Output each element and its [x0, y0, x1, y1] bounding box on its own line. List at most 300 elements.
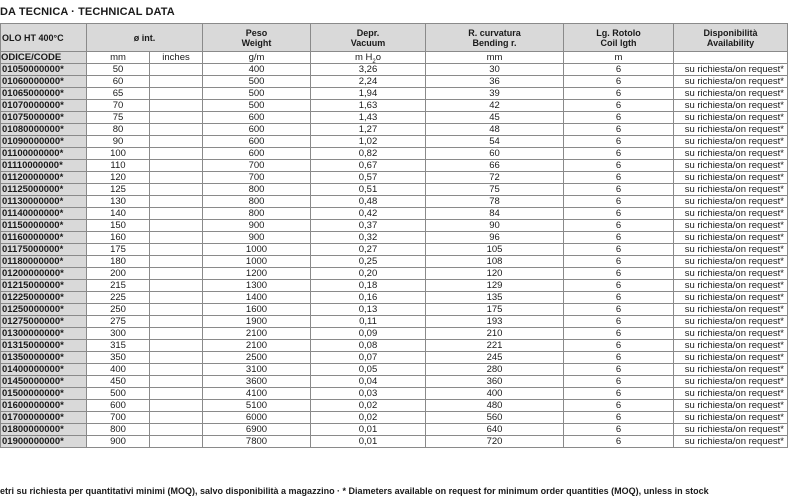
diameter-mm-cell: 500	[87, 388, 150, 400]
diameter-inches-cell	[150, 112, 203, 124]
diameter-mm-cell: 65	[87, 88, 150, 100]
weight-cell: 400	[203, 64, 311, 76]
weight-cell: 800	[203, 184, 311, 196]
diameter-mm-cell: 130	[87, 196, 150, 208]
table-row	[1, 292, 788, 304]
diameter-inches-cell	[150, 100, 203, 112]
bending-radius-cell: 175	[426, 304, 564, 316]
coil-length-cell: 6	[564, 268, 674, 280]
bending-radius-cell: 560	[426, 412, 564, 424]
coil-length-cell: 6	[564, 280, 674, 292]
table-row	[1, 376, 788, 388]
unit-weight: g/m	[203, 52, 311, 64]
table-row	[1, 352, 788, 364]
availability-cell: su richiesta/on request*	[674, 244, 788, 256]
coil-length-cell: 6	[564, 88, 674, 100]
header-row	[1, 24, 788, 52]
coil-length-cell: 6	[564, 160, 674, 172]
code-cell: 01130000000*	[1, 196, 87, 208]
code-cell: 01140000000*	[1, 208, 87, 220]
table-row	[1, 364, 788, 376]
diameter-mm-cell: 450	[87, 376, 150, 388]
bending-radius-cell: 84	[426, 208, 564, 220]
availability-cell: su richiesta/on request*	[674, 352, 788, 364]
code-cell: 01180000000*	[1, 256, 87, 268]
bending-radius-cell: 360	[426, 376, 564, 388]
table-row	[1, 400, 788, 412]
diameter-mm-cell: 180	[87, 256, 150, 268]
bending-radius-cell: 60	[426, 148, 564, 160]
vacuum-cell: 0,08	[311, 340, 426, 352]
coil-length-cell: 6	[564, 220, 674, 232]
table-row	[1, 112, 788, 124]
vacuum-cell: 0,25	[311, 256, 426, 268]
diameter-mm-cell: 400	[87, 364, 150, 376]
table-row	[1, 76, 788, 88]
diameter-inches-cell	[150, 244, 203, 256]
bending-radius-cell: 54	[426, 136, 564, 148]
availability-cell: su richiesta/on request*	[674, 196, 788, 208]
availability-cell: su richiesta/on request*	[674, 364, 788, 376]
coil-length-cell: 6	[564, 208, 674, 220]
availability-cell: su richiesta/on request*	[674, 88, 788, 100]
coil-length-cell: 6	[564, 76, 674, 88]
diameter-inches-cell	[150, 196, 203, 208]
diameter-mm-cell: 150	[87, 220, 150, 232]
bending-radius-cell: 96	[426, 232, 564, 244]
vacuum-cell: 3,26	[311, 64, 426, 76]
diameter-inches-cell	[150, 172, 203, 184]
code-cell: 01450000000*	[1, 376, 87, 388]
weight-cell: 3600	[203, 376, 311, 388]
diameter-inches-cell	[150, 388, 203, 400]
vacuum-cell: 0,16	[311, 292, 426, 304]
coil-length-cell: 6	[564, 328, 674, 340]
coil-length-cell: 6	[564, 112, 674, 124]
weight-cell: 900	[203, 220, 311, 232]
availability-cell: su richiesta/on request*	[674, 304, 788, 316]
bending-radius-cell: 90	[426, 220, 564, 232]
table-row	[1, 304, 788, 316]
weight-cell: 700	[203, 172, 311, 184]
diameter-inches-cell	[150, 160, 203, 172]
code-cell: 01275000000*	[1, 316, 87, 328]
vacuum-cell: 0,01	[311, 436, 426, 448]
table-row	[1, 268, 788, 280]
diameter-inches-cell	[150, 256, 203, 268]
code-cell: 01300000000*	[1, 328, 87, 340]
weight-cell: 500	[203, 100, 311, 112]
code-cell: 01125000000*	[1, 184, 87, 196]
diameter-inches-cell	[150, 208, 203, 220]
availability-cell: su richiesta/on request*	[674, 424, 788, 436]
vacuum-cell: 0,48	[311, 196, 426, 208]
availability-cell: su richiesta/on request*	[674, 136, 788, 148]
bending-radius-cell: 480	[426, 400, 564, 412]
code-cell: 01100000000*	[1, 148, 87, 160]
code-cell: 01315000000*	[1, 340, 87, 352]
code-cell: 01215000000*	[1, 280, 87, 292]
code-cell: 01700000000*	[1, 412, 87, 424]
table-row	[1, 160, 788, 172]
weight-cell: 1200	[203, 268, 311, 280]
diameter-mm-cell: 60	[87, 76, 150, 88]
availability-cell: su richiesta/on request*	[674, 148, 788, 160]
code-header: ODICE/CODE	[1, 52, 87, 64]
bending-radius-cell: 120	[426, 268, 564, 280]
availability-cell: su richiesta/on request*	[674, 316, 788, 328]
diameter-inches-cell	[150, 412, 203, 424]
vacuum-cell: 0,02	[311, 400, 426, 412]
vacuum-cell: 0,42	[311, 208, 426, 220]
bending-radius-cell: 36	[426, 76, 564, 88]
table-row	[1, 172, 788, 184]
weight-cell: 1600	[203, 304, 311, 316]
weight-cell: 6000	[203, 412, 311, 424]
vacuum-cell: 0,03	[311, 388, 426, 400]
bending-radius-cell: 193	[426, 316, 564, 328]
diameter-inches-cell	[150, 328, 203, 340]
bending-radius-cell: 210	[426, 328, 564, 340]
coil-length-cell: 6	[564, 412, 674, 424]
diameter-mm-cell: 120	[87, 172, 150, 184]
weight-cell: 600	[203, 136, 311, 148]
unit-bending: mm	[426, 52, 564, 64]
vacuum-cell: 0,01	[311, 424, 426, 436]
diameter-inches-cell	[150, 400, 203, 412]
diameter-mm-cell: 215	[87, 280, 150, 292]
weight-cell: 1000	[203, 244, 311, 256]
vacuum-cell: 1,02	[311, 136, 426, 148]
vacuum-cell: 0,13	[311, 304, 426, 316]
availability-cell: su richiesta/on request*	[674, 64, 788, 76]
diameter-inches-cell	[150, 304, 203, 316]
diameter-inches-cell	[150, 268, 203, 280]
weight-cell: 600	[203, 148, 311, 160]
code-cell: 01600000000*	[1, 400, 87, 412]
diameter-inches-cell	[150, 148, 203, 160]
availability-cell: su richiesta/on request*	[674, 436, 788, 448]
weight-cell: 1900	[203, 316, 311, 328]
diameter-inches-cell	[150, 424, 203, 436]
code-cell: 01080000000*	[1, 124, 87, 136]
bending-radius-cell: 640	[426, 424, 564, 436]
coil-length-cell: 6	[564, 184, 674, 196]
code-cell: 01500000000*	[1, 388, 87, 400]
availability-cell: su richiesta/on request*	[674, 292, 788, 304]
product-header: OLO HT 400°C	[1, 24, 87, 52]
weight-cell: 2500	[203, 352, 311, 364]
availability-cell: su richiesta/on request*	[674, 232, 788, 244]
table-row	[1, 64, 788, 76]
weight-cell: 800	[203, 208, 311, 220]
weight-cell: 7800	[203, 436, 311, 448]
vacuum-cell: 0,09	[311, 328, 426, 340]
coil-length-cell: 6	[564, 136, 674, 148]
diameter-inches-cell	[150, 316, 203, 328]
diameter-mm-cell: 140	[87, 208, 150, 220]
coil-length-cell: 6	[564, 148, 674, 160]
diameter-inches-cell	[150, 76, 203, 88]
code-cell: 01250000000*	[1, 304, 87, 316]
table-row	[1, 88, 788, 100]
vacuum-cell: 0,32	[311, 232, 426, 244]
table-row	[1, 196, 788, 208]
vacuum-cell: 0,57	[311, 172, 426, 184]
availability-cell: su richiesta/on request*	[674, 76, 788, 88]
vacuum-cell: 0,67	[311, 160, 426, 172]
weight-cell: 3100	[203, 364, 311, 376]
availability-cell: su richiesta/on request*	[674, 400, 788, 412]
code-cell: 01060000000*	[1, 76, 87, 88]
vacuum-cell: 0,04	[311, 376, 426, 388]
diameter-inches-cell	[150, 184, 203, 196]
bending-radius-cell: 75	[426, 184, 564, 196]
bending-radius-cell: 78	[426, 196, 564, 208]
bending-radius-cell: 42	[426, 100, 564, 112]
availability-cell: su richiesta/on request*	[674, 184, 788, 196]
code-cell: 01075000000*	[1, 112, 87, 124]
diameter-mm-cell: 315	[87, 340, 150, 352]
weight-cell: 1000	[203, 256, 311, 268]
availability-cell: su richiesta/on request*	[674, 100, 788, 112]
availability-cell: su richiesta/on request*	[674, 160, 788, 172]
vacuum-cell: 1,63	[311, 100, 426, 112]
code-cell: 01900000000*	[1, 436, 87, 448]
weight-cell: 800	[203, 196, 311, 208]
bending-radius-cell: 720	[426, 436, 564, 448]
diameter-inches-cell	[150, 376, 203, 388]
coil-length-cell: 6	[564, 424, 674, 436]
coil-length-cell: 6	[564, 64, 674, 76]
vacuum-cell: 0,37	[311, 220, 426, 232]
vacuum-cell: 2,24	[311, 76, 426, 88]
table-body	[1, 64, 788, 448]
code-cell: 01070000000*	[1, 100, 87, 112]
diameter-mm-cell: 275	[87, 316, 150, 328]
vacuum-cell: 0,02	[311, 412, 426, 424]
footnote: etri su richiesta per quantitativi minimi (MOQ), salvo disponibilità a magazzino · * Diameters available on request for minimum order quantities (MOQ), unless in stock	[0, 486, 709, 496]
bending-radius-cell: 135	[426, 292, 564, 304]
diameter-mm-cell: 225	[87, 292, 150, 304]
vacuum-cell: 1,94	[311, 88, 426, 100]
table-row	[1, 208, 788, 220]
diameter-mm-cell: 600	[87, 400, 150, 412]
availability-cell: su richiesta/on request*	[674, 208, 788, 220]
diameter-mm-cell: 200	[87, 268, 150, 280]
vacuum-cell: 0,18	[311, 280, 426, 292]
bending-radius-cell: 108	[426, 256, 564, 268]
coil-length-cell: 6	[564, 340, 674, 352]
code-cell: 01200000000*	[1, 268, 87, 280]
diameter-inches-cell	[150, 352, 203, 364]
availability-cell: su richiesta/on request*	[674, 112, 788, 124]
weight-cell: 4100	[203, 388, 311, 400]
diameter-mm-cell: 800	[87, 424, 150, 436]
diameter-mm-cell: 110	[87, 160, 150, 172]
diameter-mm-cell: 175	[87, 244, 150, 256]
coil-length-cell: 6	[564, 244, 674, 256]
coil-length-cell: 6	[564, 436, 674, 448]
unit-vacuum: m $H_2o$	[311, 52, 426, 64]
table-row	[1, 412, 788, 424]
diameter-mm-cell: 900	[87, 436, 150, 448]
vacuum-cell: 0,11	[311, 316, 426, 328]
bending-radius-cell: 400	[426, 388, 564, 400]
coil-length-cell: 6	[564, 364, 674, 376]
diameter-inches-cell	[150, 292, 203, 304]
coil-length-cell: 6	[564, 100, 674, 112]
code-cell: 01175000000*	[1, 244, 87, 256]
availability-cell: su richiesta/on request*	[674, 340, 788, 352]
vacuum-cell: 0,05	[311, 364, 426, 376]
weight-cell: 5100	[203, 400, 311, 412]
table-row	[1, 424, 788, 436]
diameter-mm-cell: 75	[87, 112, 150, 124]
diameter-mm-cell: 160	[87, 232, 150, 244]
coil-length-cell: 6	[564, 232, 674, 244]
unit-coil: m	[564, 52, 674, 64]
coil-length-cell: 6	[564, 400, 674, 412]
availability-cell: su richiesta/on request*	[674, 256, 788, 268]
availability-cell: su richiesta/on request*	[674, 268, 788, 280]
vacuum-cell: 0,27	[311, 244, 426, 256]
availability-cell: su richiesta/on request*	[674, 280, 788, 292]
diameter-inches-cell	[150, 280, 203, 292]
weight-cell: 1400	[203, 292, 311, 304]
code-cell: 01110000000*	[1, 160, 87, 172]
diameter-mm-cell: 300	[87, 328, 150, 340]
coil-length-cell: 6	[564, 388, 674, 400]
coil-length-header: Lg. Rotolo Coil lgth	[564, 24, 674, 52]
bending-radius-cell: 39	[426, 88, 564, 100]
weight-cell: 600	[203, 112, 311, 124]
availability-cell: su richiesta/on request*	[674, 172, 788, 184]
table-row	[1, 184, 788, 196]
coil-length-cell: 6	[564, 256, 674, 268]
diameter-mm-cell: 50	[87, 64, 150, 76]
weight-cell: 500	[203, 76, 311, 88]
bending-radius-cell: 48	[426, 124, 564, 136]
diameter-inches-cell	[150, 220, 203, 232]
table-row	[1, 148, 788, 160]
diameter-inches-cell	[150, 364, 203, 376]
availability-cell: su richiesta/on request*	[674, 328, 788, 340]
vacuum-cell: 0,20	[311, 268, 426, 280]
coil-length-cell: 6	[564, 124, 674, 136]
table-row	[1, 256, 788, 268]
vacuum-header: Depr. Vacuum	[311, 24, 426, 52]
bending-radius-cell: 72	[426, 172, 564, 184]
table-row	[1, 388, 788, 400]
availability-cell: su richiesta/on request*	[674, 388, 788, 400]
vacuum-cell: 0,82	[311, 148, 426, 160]
coil-length-cell: 6	[564, 292, 674, 304]
bending-radius-cell: 221	[426, 340, 564, 352]
coil-length-cell: 6	[564, 376, 674, 388]
diameter-mm-cell: 70	[87, 100, 150, 112]
bending-radius-cell: 66	[426, 160, 564, 172]
availability-cell: su richiesta/on request*	[674, 124, 788, 136]
vacuum-cell: 0,07	[311, 352, 426, 364]
units-row	[1, 52, 788, 64]
code-cell: 01090000000*	[1, 136, 87, 148]
unit-availability	[674, 52, 788, 64]
page-title: DA TECNICA · TECHNICAL DATA	[0, 6, 175, 18]
code-cell: 01350000000*	[1, 352, 87, 364]
weight-cell: 2100	[203, 328, 311, 340]
diameter-mm-cell: 80	[87, 124, 150, 136]
bending-radius-cell: 280	[426, 364, 564, 376]
code-cell: 01150000000*	[1, 220, 87, 232]
table-row	[1, 328, 788, 340]
coil-length-cell: 6	[564, 316, 674, 328]
diameter-inches-cell	[150, 436, 203, 448]
unit-mm: mm	[87, 52, 150, 64]
code-cell: 01160000000*	[1, 232, 87, 244]
table-row	[1, 220, 788, 232]
table-row	[1, 136, 788, 148]
diameter-mm-cell: 90	[87, 136, 150, 148]
bending-radius-cell: 245	[426, 352, 564, 364]
bending-radius-cell: 30	[426, 64, 564, 76]
availability-cell: su richiesta/on request*	[674, 412, 788, 424]
unit-inches: inches	[150, 52, 203, 64]
weight-cell: 2100	[203, 340, 311, 352]
coil-length-cell: 6	[564, 196, 674, 208]
bending-radius-cell: 45	[426, 112, 564, 124]
table-row	[1, 244, 788, 256]
weight-cell: 6900	[203, 424, 311, 436]
diameter-inches-cell	[150, 124, 203, 136]
vacuum-cell: 1,43	[311, 112, 426, 124]
table-row	[1, 232, 788, 244]
weight-header: Peso Weight	[203, 24, 311, 52]
table-row	[1, 280, 788, 292]
bending-header: R. curvatura Bending r.	[426, 24, 564, 52]
table-row	[1, 124, 788, 136]
weight-cell: 1300	[203, 280, 311, 292]
diameter-inches-cell	[150, 232, 203, 244]
code-cell: 01400000000*	[1, 364, 87, 376]
bending-radius-cell: 105	[426, 244, 564, 256]
table-row	[1, 436, 788, 448]
coil-length-cell: 6	[564, 304, 674, 316]
table-row	[1, 316, 788, 328]
weight-cell: 700	[203, 160, 311, 172]
code-cell: 01225000000*	[1, 292, 87, 304]
weight-cell: 600	[203, 124, 311, 136]
diameter-mm-cell: 250	[87, 304, 150, 316]
coil-length-cell: 6	[564, 172, 674, 184]
diameter-mm-cell: 350	[87, 352, 150, 364]
weight-cell: 900	[203, 232, 311, 244]
diameter-mm-cell: 100	[87, 148, 150, 160]
availability-header: Disponibilità Availability	[674, 24, 788, 52]
diameter-mm-cell: 125	[87, 184, 150, 196]
code-cell: 01065000000*	[1, 88, 87, 100]
coil-length-cell: 6	[564, 352, 674, 364]
diameter-inches-cell	[150, 88, 203, 100]
availability-cell: su richiesta/on request*	[674, 220, 788, 232]
vacuum-cell: 0,51	[311, 184, 426, 196]
code-cell: 01800000000*	[1, 424, 87, 436]
code-cell: 01050000000*	[1, 64, 87, 76]
diameter-inches-cell	[150, 64, 203, 76]
weight-cell: 500	[203, 88, 311, 100]
diameter-header: ø int.	[87, 24, 203, 52]
table-row	[1, 100, 788, 112]
